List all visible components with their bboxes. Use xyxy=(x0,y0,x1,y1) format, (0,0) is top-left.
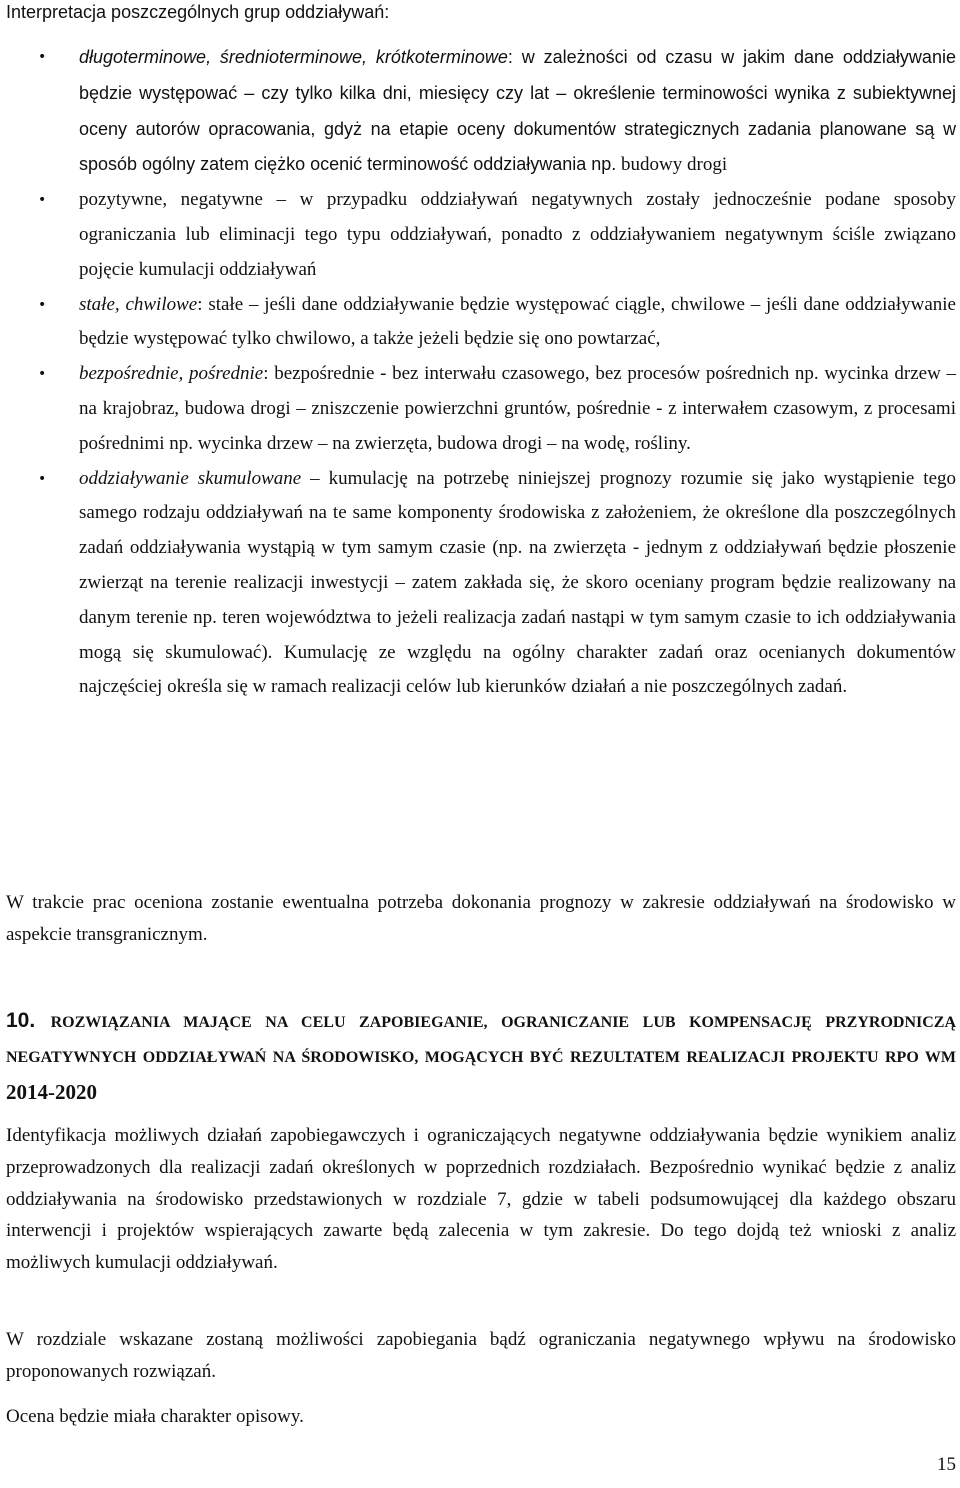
list-item-stale-chwilowe xyxy=(0,288,960,358)
term-label: stałe, chwilowe xyxy=(79,293,198,315)
term-label: bezpośrednie, pośrednie xyxy=(79,363,264,385)
list-item-pozytywne-negatywne xyxy=(0,183,960,287)
paragraph-chapter-scope: W rozdziale wskazane zostaną możliwości zapobiegania bądź ograniczania negatywnego wpływu na środowisko proponowanych rozwiązań. xyxy=(6,1329,956,1382)
intro-line: Interpretacja poszczególnych grup oddziaływań: xyxy=(6,2,390,22)
list-item-terminowosc xyxy=(0,40,960,183)
item-text: bezpośrednie - bez interwału czasowego, bez procesów pośrednich np. wycinka drzew – na krajobraz, budowa drogi – zniszczenie powierzchni gruntów, pośrednie - z interwałem czasowym, z procesami pośrednimi np. wycinka drzew – na zwierzęta, budowa drogi – na wodę, rośliny. xyxy=(79,363,956,454)
term-separator: : xyxy=(507,47,522,67)
section-number: 10. xyxy=(6,1009,51,1032)
term-separator: – xyxy=(301,467,329,489)
term-separator: : xyxy=(197,293,209,315)
item-text-tail: budowy drogi xyxy=(616,154,728,176)
section-heading xyxy=(6,1003,956,1112)
paragraph-identification: Identyfikacja możliwych działań zapobiegawczych i ograniczających negatywne oddziaływania będzie wynikiem analiz przeprowadzonych dla realizacji zadań określonych w poprzednich rozdziałach. Bezpośrednio wynikać będzie z analiz oddziaływania na środowisko przedstawionych w rozdziale 7, gdzie w tabeli podsumowującej dla każdego obszaru interwencji i projektów wspierających zawarte będą zalecenia w tym zakresie. Do tego dojdą też wnioski z analiz możliwych kumulacji oddziaływań. xyxy=(6,1125,956,1274)
term-label: długoterminowe, średnioterminowe, krótkoterminowe xyxy=(79,47,508,67)
item-text: pozytywne, negatywne – w przypadku oddziaływań negatywnych zostały jednocześnie podane sposoby ograniczania lub eliminacji tego typu oddziaływań, ponadto z oddziaływaniem negatywnym ściśle związano pojęcie kumulacji oddziaływań xyxy=(79,189,956,280)
item-text: w zależności od czasu w jakim dane oddziaływanie będzie występować – czy tylko kilka dni, miesięcy czy lat – określenie terminowości wynika z subiektywnej oceny autorów opracowania, gdyż na etapie oceny dokumentów strategicznych zadania planowane są w sposób ogólny zatem ciężko ocenić terminowość oddziaływania np. xyxy=(79,47,956,175)
paragraph-transboundary: W trakcie prac oceniona zostanie ewentualna potrzeba dokonania prognozy w zakresie oddziaływań na środowisko w aspekcie transgranicznym. xyxy=(6,892,956,945)
item-text: kumulację na potrzebę niniejszej prognozy rozumie się jako wystąpienie tego samego rodzaju oddziaływań na te same komponenty środowiska z założeniem, że określone dla poszczególnych zadań oddziaływania wystąpią w tym samym czasie (np. na zwierzęta - jednym z oddziaływań będzie płoszenie zwierząt na terenie realizacji inwestycji – zatem zakłada się, że skoro oceniany program będzie realizowany na danym terenie np. teren województwa to jeżeli realizacja zadań nastąpi w tym samym czasie to ich oddziaływania mogą się skumulować). Kumulację ze względu na ogólny charakter zadań oraz ocenianych dokumentów najczęściej określa się w ramach realizacji celów lub kierunków działań a nie poszczególnych zadań. xyxy=(79,467,957,698)
paragraph-assessment: Ocena będzie miała charakter opisowy. xyxy=(6,1406,304,1427)
section-title-year: 2014-2020 xyxy=(6,1080,97,1104)
term-separator: : xyxy=(263,363,275,385)
page-number: 15 xyxy=(937,1454,956,1475)
impact-groups-list xyxy=(0,40,960,705)
item-text: stałe – jeśli dane oddziaływanie będzie występować ciągle, chwilowe – jeśli dane oddziaływanie będzie występować tylko chwilowo, a także jeżeli będzie się ono powtarzać, xyxy=(79,293,956,350)
list-item-bezposrednie-posrednie xyxy=(0,357,960,461)
list-item-skumulowane xyxy=(0,462,960,706)
term-label: oddziaływanie skumulowane xyxy=(79,467,302,489)
section-title: ROZWIĄZANIA MAJĄCE NA CELU ZAPOBIEGANIE, OGRANICZANIE LUB KOMPENSACJĘ PRZYRODNICZĄ NEGATYWNYCH ODDZIAŁYWAŃ NA ŚRODOWISKO, MOGĄCYCH BYĆ REZULTATEM REALIZACJI PROJEKTU RPO WM xyxy=(6,1014,957,1066)
